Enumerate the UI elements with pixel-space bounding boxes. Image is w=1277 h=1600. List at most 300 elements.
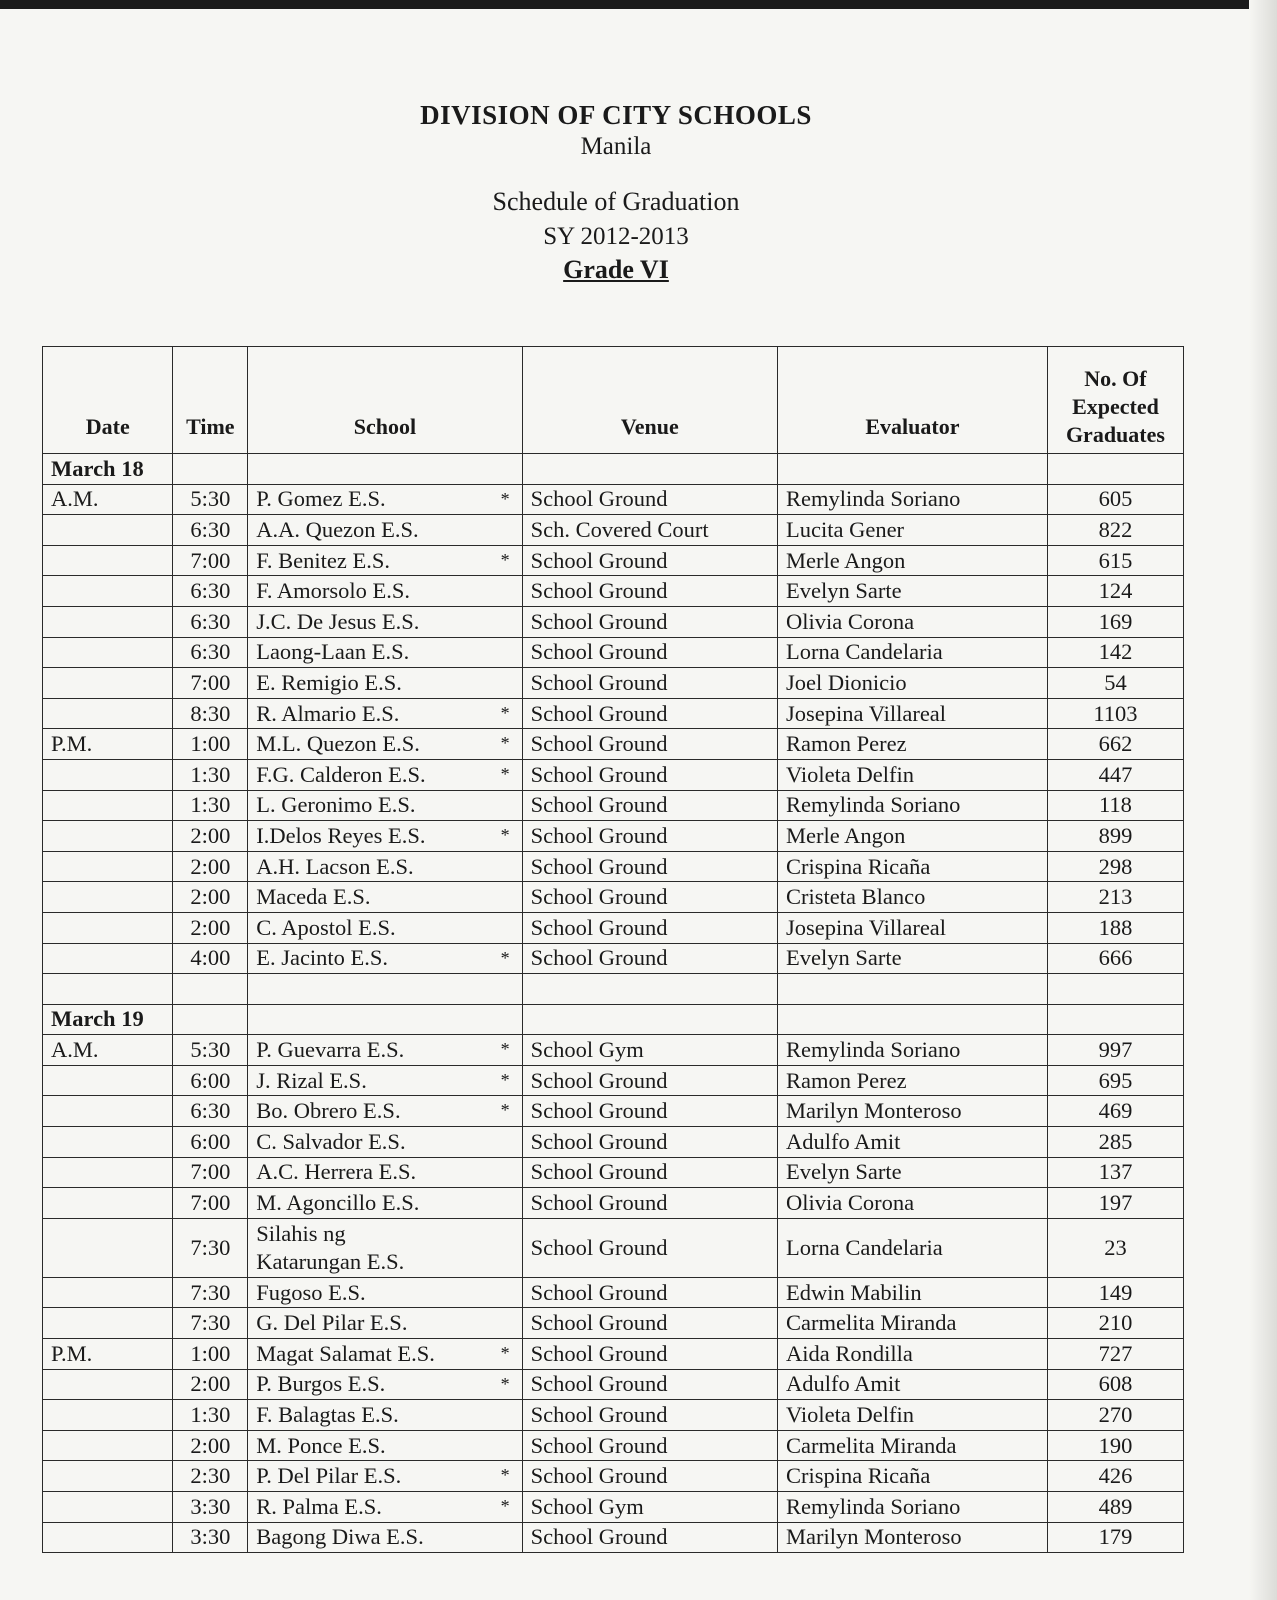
table-row: [43, 1277, 1184, 1308]
school-name: Bo. Obrero E.S.: [256, 1098, 401, 1124]
asterisk-mark: *: [500, 733, 510, 754]
school-cell: [248, 1218, 522, 1277]
school-name: Maceda E.S.: [256, 884, 371, 910]
column-header-graduates: [1047, 347, 1183, 454]
table-row: [43, 1461, 1184, 1492]
table-row: [43, 1522, 1184, 1553]
period-cell: [43, 1065, 173, 1096]
school-cell: [248, 576, 522, 607]
period-cell: [43, 545, 173, 576]
venue-cell: School Ground: [522, 1339, 777, 1370]
empty-cell: [248, 974, 522, 1005]
evaluator-cell: Cristeta Blanco: [777, 882, 1047, 913]
school-cell: [248, 1430, 522, 1461]
graduates-cell: 213: [1047, 882, 1183, 913]
time-cell: 2:00: [173, 821, 248, 852]
period-cell: [43, 515, 173, 546]
school-name: M.L. Quezon E.S.: [256, 731, 420, 757]
graduates-cell: 190: [1047, 1430, 1183, 1461]
evaluator-cell: Lorna Candelaria: [777, 637, 1047, 668]
table-row: [43, 759, 1184, 790]
asterisk-mark: *: [500, 763, 510, 784]
time-cell: 4:00: [173, 943, 248, 974]
graduates-cell: 822: [1047, 515, 1183, 546]
graduates-cell: 298: [1047, 851, 1183, 882]
graduates-cell: 179: [1047, 1522, 1183, 1553]
evaluator-cell: Remylinda Soriano: [777, 1035, 1047, 1066]
time-cell: 6:30: [173, 606, 248, 637]
evaluator-cell: Carmelita Miranda: [777, 1430, 1047, 1461]
table-row: [43, 1492, 1184, 1523]
graduates-cell: 489: [1047, 1492, 1183, 1523]
column-header-date: Date: [43, 347, 173, 454]
table-row: [43, 1096, 1184, 1127]
table-row: [43, 1308, 1184, 1339]
period-cell: [43, 1157, 173, 1188]
time-cell: 1:30: [173, 1400, 248, 1431]
column-header-time: Time: [173, 347, 248, 454]
period-cell: [43, 606, 173, 637]
period-cell: [43, 851, 173, 882]
graduates-cell: 695: [1047, 1065, 1183, 1096]
evaluator-cell: Violeta Delfin: [777, 759, 1047, 790]
column-header-school: School: [248, 347, 522, 454]
time-cell: 6:30: [173, 515, 248, 546]
table-row: [43, 576, 1184, 607]
scan-top-edge: [0, 0, 1277, 9]
school-name: R. Palma E.S.: [256, 1493, 382, 1519]
time-cell: 7:30: [173, 1277, 248, 1308]
asterisk-mark: *: [500, 1069, 510, 1090]
venue-cell: School Ground: [522, 1430, 777, 1461]
time-cell: 6:00: [173, 1127, 248, 1158]
time-cell: 7:30: [173, 1308, 248, 1339]
school-cell: [248, 1065, 522, 1096]
table-row: [43, 1035, 1184, 1066]
graduates-cell: 197: [1047, 1188, 1183, 1219]
venue-cell: School Ground: [522, 1522, 777, 1553]
evaluator-cell: Olivia Corona: [777, 606, 1047, 637]
school-cell: [248, 606, 522, 637]
school-name: A.A. Quezon E.S.: [256, 516, 419, 542]
venue-cell: School Ground: [522, 882, 777, 913]
time-cell: 1:30: [173, 790, 248, 821]
graduates-cell: 124: [1047, 576, 1183, 607]
school-name: C. Apostol E.S.: [256, 914, 396, 940]
table-row: [43, 729, 1184, 760]
graduates-cell: 23: [1047, 1218, 1183, 1277]
time-cell: 2:00: [173, 851, 248, 882]
venue-cell: School Ground: [522, 1127, 777, 1158]
graduates-cell: 899: [1047, 821, 1183, 852]
column-header-venue: Venue: [522, 347, 777, 454]
table-row: [43, 1127, 1184, 1158]
asterisk-mark: *: [500, 1100, 510, 1121]
school-cell: [248, 882, 522, 913]
period-cell: A.M.: [43, 1035, 173, 1066]
evaluator-cell: Crispina Ricaña: [777, 1461, 1047, 1492]
time-cell: 3:30: [173, 1492, 248, 1523]
evaluator-cell: Evelyn Sarte: [777, 1157, 1047, 1188]
evaluator-cell: Edwin Mabilin: [777, 1277, 1047, 1308]
period-cell: [43, 698, 173, 729]
evaluator-cell: Remylinda Soriano: [777, 484, 1047, 515]
graduates-cell: 1103: [1047, 698, 1183, 729]
period-cell: [43, 943, 173, 974]
school-name: F. Benitez E.S.: [256, 547, 391, 573]
table-row: [43, 515, 1184, 546]
graduates-cell: 142: [1047, 637, 1183, 668]
period-cell: [43, 1218, 173, 1277]
time-cell: 1:00: [173, 1339, 248, 1370]
table-row: [43, 637, 1184, 668]
time-cell: 6:30: [173, 576, 248, 607]
graduates-header-text: No. Of Expected Graduates: [1065, 366, 1165, 447]
time-cell: 6:00: [173, 1065, 248, 1096]
school-name: C. Salvador E.S.: [256, 1128, 406, 1154]
asterisk-mark: *: [500, 825, 510, 846]
school-cell: [248, 790, 522, 821]
time-cell: 2:00: [173, 882, 248, 913]
period-cell: [43, 1369, 173, 1400]
venue-cell: School Ground: [522, 1369, 777, 1400]
table-row: [43, 851, 1184, 882]
venue-cell: Sch. Covered Court: [522, 515, 777, 546]
period-cell: [43, 1188, 173, 1219]
evaluator-cell: Adulfo Amit: [777, 1127, 1047, 1158]
period-cell: [43, 668, 173, 699]
table-row: [43, 1369, 1184, 1400]
period-cell: P.M.: [43, 1339, 173, 1370]
school-name: F. Amorsolo E.S.: [256, 578, 411, 604]
evaluator-cell: Adulfo Amit: [777, 1369, 1047, 1400]
period-cell: [43, 912, 173, 943]
graduates-cell: 997: [1047, 1035, 1183, 1066]
venue-cell: School Ground: [522, 851, 777, 882]
school-name: Laong-Laan E.S.: [256, 639, 410, 665]
time-cell: 7:00: [173, 1157, 248, 1188]
empty-cell: [248, 1004, 522, 1035]
empty-cell: [173, 974, 248, 1005]
venue-cell: School Ground: [522, 1157, 777, 1188]
time-cell: 3:30: [173, 1522, 248, 1553]
school-cell: [248, 912, 522, 943]
school-name: I.Delos Reyes E.S.: [256, 822, 426, 848]
empty-cell: [248, 454, 522, 485]
school-cell: [248, 698, 522, 729]
graduates-cell: 149: [1047, 1277, 1183, 1308]
period-cell: [43, 1461, 173, 1492]
venue-cell: School Ground: [522, 912, 777, 943]
venue-cell: School Ground: [522, 1461, 777, 1492]
school-cell: [248, 515, 522, 546]
asterisk-mark: *: [500, 549, 510, 570]
school-name: P. Del Pilar E.S.: [256, 1463, 402, 1489]
period-cell: [43, 1096, 173, 1127]
venue-cell: School Ground: [522, 668, 777, 699]
school-name: E. Remigio E.S.: [256, 669, 402, 695]
time-cell: 5:30: [173, 1035, 248, 1066]
school-name: A.H. Lacson E.S.: [256, 853, 414, 879]
table-row: [43, 882, 1184, 913]
time-cell: 7:00: [173, 668, 248, 699]
empty-cell: [1047, 974, 1183, 1005]
venue-cell: School Ground: [522, 1277, 777, 1308]
scan-right-shadow: [1249, 0, 1277, 1600]
venue-cell: School Ground: [522, 943, 777, 974]
school-cell: [248, 1461, 522, 1492]
period-cell: [43, 790, 173, 821]
school-cell: [248, 637, 522, 668]
table-body: [43, 454, 1184, 1553]
division-title: DIVISION OF CITY SCHOOLS: [420, 100, 812, 130]
table-row: [43, 1188, 1184, 1219]
school-cell: [248, 1188, 522, 1219]
venue-cell: School Ground: [522, 729, 777, 760]
time-cell: 8:30: [173, 698, 248, 729]
evaluator-cell: Ramon Perez: [777, 729, 1047, 760]
school-name: P. Gomez E.S.: [256, 486, 386, 512]
venue-cell: School Ground: [522, 1065, 777, 1096]
school-cell: [248, 759, 522, 790]
school-cell: [248, 1492, 522, 1523]
school-name: P. Burgos E.S.: [256, 1371, 386, 1397]
time-cell: 7:30: [173, 1218, 248, 1277]
evaluator-cell: Joel Dionicio: [777, 668, 1047, 699]
period-cell: [43, 1522, 173, 1553]
period-cell: [43, 759, 173, 790]
venue-cell: School Ground: [522, 484, 777, 515]
evaluator-cell: Carmelita Miranda: [777, 1308, 1047, 1339]
graduates-cell: 270: [1047, 1400, 1183, 1431]
school-cell: [248, 484, 522, 515]
time-cell: 5:30: [173, 484, 248, 515]
period-cell: [43, 821, 173, 852]
period-cell: [43, 1430, 173, 1461]
table-row: [43, 668, 1184, 699]
time-cell: 2:00: [173, 1369, 248, 1400]
evaluator-cell: Remylinda Soriano: [777, 1492, 1047, 1523]
empty-cell: [777, 1004, 1047, 1035]
time-cell: 6:30: [173, 1096, 248, 1127]
period-cell: [43, 1277, 173, 1308]
time-cell: 6:30: [173, 637, 248, 668]
city-name: Manila: [580, 133, 652, 160]
school-name: Magat Salamat E.S.: [256, 1340, 435, 1366]
graduates-cell: 605: [1047, 484, 1183, 515]
school-cell: [248, 1308, 522, 1339]
venue-cell: School Ground: [522, 1188, 777, 1219]
graduates-cell: 169: [1047, 606, 1183, 637]
asterisk-mark: *: [500, 1039, 510, 1060]
evaluator-cell: Remylinda Soriano: [777, 790, 1047, 821]
evaluator-cell: Merle Angon: [777, 545, 1047, 576]
school-cell: [248, 729, 522, 760]
section-date: March 19: [43, 1004, 173, 1035]
school-name: R. Almario E.S.: [256, 700, 400, 726]
school-cell: [248, 821, 522, 852]
evaluator-cell: Josepina Villareal: [777, 698, 1047, 729]
table-row: [43, 912, 1184, 943]
school-name: J. Rizal E.S.: [256, 1067, 367, 1093]
evaluator-cell: Violeta Delfin: [777, 1400, 1047, 1431]
table-row: [43, 1065, 1184, 1096]
venue-cell: School Ground: [522, 790, 777, 821]
period-cell: [43, 1308, 173, 1339]
table-header-row: [43, 347, 1184, 454]
table-row: [43, 943, 1184, 974]
school-name: F.G. Calderon E.S.: [256, 761, 426, 787]
evaluator-cell: Aida Rondilla: [777, 1339, 1047, 1370]
time-cell: 7:00: [173, 1188, 248, 1219]
evaluator-cell: Merle Angon: [777, 821, 1047, 852]
asterisk-mark: *: [500, 702, 510, 723]
venue-cell: School Ground: [522, 1218, 777, 1277]
graduates-cell: 666: [1047, 943, 1183, 974]
asterisk-mark: *: [500, 1465, 510, 1486]
graduates-cell: 727: [1047, 1339, 1183, 1370]
graduates-cell: 54: [1047, 668, 1183, 699]
venue-cell: School Ground: [522, 1400, 777, 1431]
school-name: Fugoso E.S.: [256, 1279, 366, 1305]
empty-cell: [43, 974, 173, 1005]
evaluator-cell: Marilyn Monteroso: [777, 1522, 1047, 1553]
venue-cell: School Ground: [522, 759, 777, 790]
table-row: [43, 1400, 1184, 1431]
empty-cell: [1047, 1004, 1183, 1035]
school-cell: [248, 1277, 522, 1308]
venue-cell: School Ground: [522, 637, 777, 668]
evaluator-cell: Crispina Ricaña: [777, 851, 1047, 882]
table-row: [43, 698, 1184, 729]
schedule-title: Schedule of Graduation: [492, 187, 740, 216]
table-row: [43, 1430, 1184, 1461]
venue-cell: School Ground: [522, 606, 777, 637]
graduates-cell: 447: [1047, 759, 1183, 790]
empty-cell: [173, 454, 248, 485]
empty-cell: [777, 454, 1047, 485]
school-cell: [248, 668, 522, 699]
period-cell: [43, 1492, 173, 1523]
graduates-cell: 426: [1047, 1461, 1183, 1492]
venue-cell: School Ground: [522, 698, 777, 729]
school-cell: [248, 1096, 522, 1127]
period-cell: [43, 637, 173, 668]
school-cell: [248, 545, 522, 576]
school-cell: [248, 851, 522, 882]
period-cell: P.M.: [43, 729, 173, 760]
evaluator-cell: Lucita Gener: [777, 515, 1047, 546]
venue-cell: School Ground: [522, 545, 777, 576]
table-row: [43, 484, 1184, 515]
period-cell: [43, 1127, 173, 1158]
section-date: March 18: [43, 454, 173, 485]
time-cell: 1:30: [173, 759, 248, 790]
graduates-cell: 285: [1047, 1127, 1183, 1158]
table-row: [43, 606, 1184, 637]
school-name: Silahis ng Katarungan E.S.: [256, 1220, 405, 1274]
evaluator-cell: Ramon Perez: [777, 1065, 1047, 1096]
empty-cell: [522, 1004, 777, 1035]
evaluator-cell: Evelyn Sarte: [777, 576, 1047, 607]
period-cell: [43, 1400, 173, 1431]
school-name: J.C. De Jesus E.S.: [256, 608, 420, 634]
period-cell: A.M.: [43, 484, 173, 515]
school-name: A.C. Herrera E.S.: [256, 1159, 417, 1185]
period-cell: [43, 576, 173, 607]
graduates-cell: 662: [1047, 729, 1183, 760]
graduates-cell: 608: [1047, 1369, 1183, 1400]
table-row: [43, 1339, 1184, 1370]
school-name: M. Ponce E.S.: [256, 1432, 386, 1458]
time-cell: 7:00: [173, 545, 248, 576]
table-row: [43, 790, 1184, 821]
empty-cell: [522, 454, 777, 485]
table-row: [43, 821, 1184, 852]
school-name: L. Geronimo E.S.: [256, 792, 416, 818]
period-cell: [43, 882, 173, 913]
time-cell: 1:00: [173, 729, 248, 760]
empty-cell: [522, 974, 777, 1005]
evaluator-cell: Evelyn Sarte: [777, 943, 1047, 974]
graduates-cell: 615: [1047, 545, 1183, 576]
graduates-cell: 469: [1047, 1096, 1183, 1127]
evaluator-cell: Marilyn Monteroso: [777, 1096, 1047, 1127]
school-name: Bagong Diwa E.S.: [256, 1524, 424, 1550]
school-name: P. Guevarra E.S.: [256, 1037, 405, 1063]
venue-cell: School Ground: [522, 821, 777, 852]
date-section-row: [43, 454, 1184, 485]
evaluator-cell: Josepina Villareal: [777, 912, 1047, 943]
grade-level: Grade VI: [563, 255, 669, 284]
school-name: G. Del Pilar E.S.: [256, 1310, 408, 1336]
date-section-row: [43, 1004, 1184, 1035]
evaluator-cell: Olivia Corona: [777, 1188, 1047, 1219]
venue-cell: School Ground: [522, 1308, 777, 1339]
table-row: [43, 1218, 1184, 1277]
school-cell: [248, 1522, 522, 1553]
asterisk-mark: *: [500, 488, 510, 509]
graduation-schedule-table: [42, 346, 1184, 1553]
document-header: [0, 100, 1232, 285]
school-year: SY 2012-2013: [543, 223, 689, 250]
table-row: [43, 545, 1184, 576]
column-header-evaluator: Evaluator: [777, 347, 1047, 454]
school-cell: [248, 1127, 522, 1158]
asterisk-mark: *: [500, 1496, 510, 1516]
venue-cell: School Gym: [522, 1492, 777, 1523]
school-cell: [248, 1400, 522, 1431]
venue-cell: School Ground: [522, 1096, 777, 1127]
asterisk-mark: *: [500, 1343, 510, 1364]
school-cell: [248, 1035, 522, 1066]
asterisk-mark: *: [500, 1373, 510, 1394]
school-cell: [248, 1339, 522, 1370]
empty-cell: [777, 974, 1047, 1005]
school-cell: [248, 1157, 522, 1188]
school-name: E. Jacinto E.S.: [256, 945, 389, 971]
venue-cell: School Gym: [522, 1035, 777, 1066]
time-cell: 2:30: [173, 1461, 248, 1492]
asterisk-mark: *: [500, 947, 510, 968]
school-name: M. Agoncillo E.S.: [256, 1190, 420, 1216]
school-name: F. Balagtas E.S.: [256, 1402, 399, 1428]
graduates-cell: 137: [1047, 1157, 1183, 1188]
graduates-cell: 118: [1047, 790, 1183, 821]
graduates-cell: 188: [1047, 912, 1183, 943]
time-cell: 2:00: [173, 1430, 248, 1461]
empty-cell: [173, 1004, 248, 1035]
